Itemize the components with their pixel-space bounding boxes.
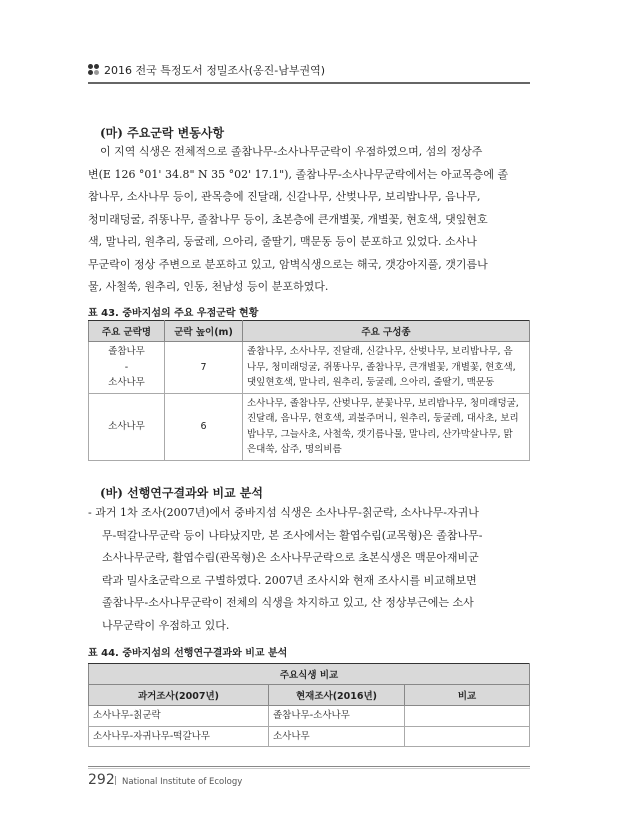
table-cell bbox=[405, 706, 530, 727]
table-header-row bbox=[89, 321, 530, 342]
footer-separator: | bbox=[114, 776, 118, 786]
table-cell bbox=[405, 726, 530, 747]
table-43-caption: 표 43. 중바지섬의 주요 우점군락 현황 bbox=[88, 308, 259, 319]
paragraph-line: 색, 말나리, 원추리, 둥굴레, 으아리, 줄딸기, 맥문동 등이 분포하고 있었다. 소사나 bbox=[88, 235, 477, 248]
section-ma-paragraph bbox=[88, 141, 530, 299]
footer-organization: National Institute of Ecology bbox=[122, 777, 243, 787]
table-cell: 소사나무 bbox=[269, 726, 405, 747]
cell-line: 진달래, 음나무, 현호색, 괴불주머니, 원추리, 둥굴레, 대사초, 보리 bbox=[247, 413, 519, 424]
column-header: 현재조사(2016년) bbox=[269, 685, 405, 706]
table-header-row bbox=[89, 685, 530, 706]
paragraph-line: 물, 사철쑥, 원추리, 인동, 천남성 등이 분포하였다. bbox=[88, 280, 329, 293]
column-header: 주요 군락명 bbox=[89, 321, 165, 342]
community-height-cell: 6 bbox=[165, 393, 243, 460]
page-number: 292 bbox=[88, 772, 115, 788]
cell-line: 나무, 청미래덩굴, 쥐똥나무, 졸참나무, 큰개별꽃, 개별꽃, 현호색, bbox=[247, 361, 516, 373]
column-header: 과거조사(2007년) bbox=[89, 685, 269, 706]
section-heading-ba: (바) 선행연구결과와 비교 분석 bbox=[100, 486, 263, 500]
column-header: 비교 bbox=[405, 685, 530, 706]
paragraph-line: 락과 밀사초군락으로 구별하였다. 2007년 조사시와 현재 조사시를 비교해보면 bbox=[102, 573, 477, 587]
group-header: 주요식생 비교 bbox=[89, 664, 530, 685]
table-row bbox=[89, 342, 530, 394]
header-rule bbox=[88, 82, 530, 84]
community-name-cell bbox=[89, 342, 165, 394]
species-cell bbox=[243, 393, 530, 460]
table-cell: 소사나무-칡군락 bbox=[89, 706, 269, 727]
cell-line: 소사나무 bbox=[108, 377, 145, 388]
table-44 bbox=[88, 663, 530, 747]
table-43 bbox=[88, 320, 530, 461]
cell-line: 졸참나무 bbox=[108, 346, 145, 357]
section-heading-ma: (마) 주요군락 변동사항 bbox=[100, 126, 225, 140]
cell-line: 밥나무, 그늘사초, 사철쑥, 갯기름나물, 말나리, 산가막살나무, 맑 bbox=[247, 428, 513, 440]
cell-line: 은대쑥, 삽주, 명의비름 bbox=[247, 444, 342, 455]
paragraph-line: - 과거 1차 조사(2007년)에서 중바지섬 식생은 소사나무-칡군락, 소사나무-자귀나 bbox=[88, 506, 479, 519]
table-row bbox=[89, 706, 530, 727]
bullet-dots-icon bbox=[88, 64, 100, 76]
table-44-caption: 표 44. 중바지섬의 선행연구결과와 비교 분석 bbox=[88, 648, 288, 659]
paragraph-line: 무군락이 정상 주변으로 분포하고 있고, 암벽식생으로는 해국, 갯강아지풀, 갯기름나 bbox=[88, 257, 488, 271]
paragraph-line: 나무군락이 우점하고 있다. bbox=[102, 618, 230, 632]
table-cell: 소사나무-자귀나무-떡갈나무 bbox=[89, 726, 269, 747]
table-group-header-row bbox=[89, 664, 530, 685]
paragraph-line: 이 지역 식생은 전체적으로 졸참나무-소사나무군락이 우점하였으며, 섬의 정상주 bbox=[100, 145, 483, 158]
paragraph-line: 소사나무군락, 활엽수림(관목형)은 소사나무군락으로 초본식생은 맥문아재비군 bbox=[102, 551, 479, 564]
footer-rule bbox=[88, 766, 530, 767]
community-height-cell: 7 bbox=[165, 342, 243, 394]
table-cell: 졸참나무-소사나무 bbox=[269, 706, 405, 727]
species-cell bbox=[243, 342, 530, 394]
paragraph-line: 졸참나무-소사나무군락이 전체의 식생을 차지하고 있고, 산 정상부근에는 소사 bbox=[102, 596, 474, 609]
section-ba-paragraph bbox=[88, 502, 530, 637]
paragraph-line: 무-떡갈나무군락 등이 나타났지만, 본 조사에서는 활엽수림(교목형)은 졸참나무- bbox=[102, 528, 483, 542]
running-header bbox=[88, 60, 530, 84]
paragraph-line: 참나무, 소사나무 등이, 관목층에 진달래, 신갈나무, 산벚나무, 보리밥나무, 음나무, bbox=[88, 190, 481, 203]
cell-line: - bbox=[124, 361, 129, 373]
footer-rule-secondary bbox=[88, 768, 530, 769]
column-header: 주요 구성종 bbox=[243, 321, 530, 342]
cell-line: 댓잎현호색, 말나리, 원추리, 둥굴레, 으아리, 줄딸기, 맥문동 bbox=[247, 377, 495, 388]
cell-line: 졸참나무, 소사나무, 진달래, 신갈나무, 산벚나무, 보리밥나무, 음 bbox=[247, 346, 513, 357]
paragraph-line: 청미래덩굴, 쥐똥나무, 졸참나무 등이, 초본층에 큰개별꽃, 개별꽃, 현호색, 댓잎현호 bbox=[88, 212, 488, 226]
community-name-cell: 소사나무 bbox=[89, 393, 165, 460]
header-title: 2016 전국 특정도서 정밀조사(옹진-남부권역) bbox=[104, 64, 326, 77]
cell-line: 소사나무, 졸참나무, 산벚나무, 분꽃나무, 보리밥나무, 청미래덩굴, bbox=[247, 397, 519, 409]
table-row bbox=[89, 393, 530, 460]
table-row bbox=[89, 726, 530, 747]
paragraph-line: 변(E 126 °01' 34.8" N 35 °02' 17.1"), 졸참나무-소사나무군락에서는 아교목층에 졸 bbox=[88, 167, 509, 181]
column-header: 군락 높이(m) bbox=[165, 321, 243, 342]
